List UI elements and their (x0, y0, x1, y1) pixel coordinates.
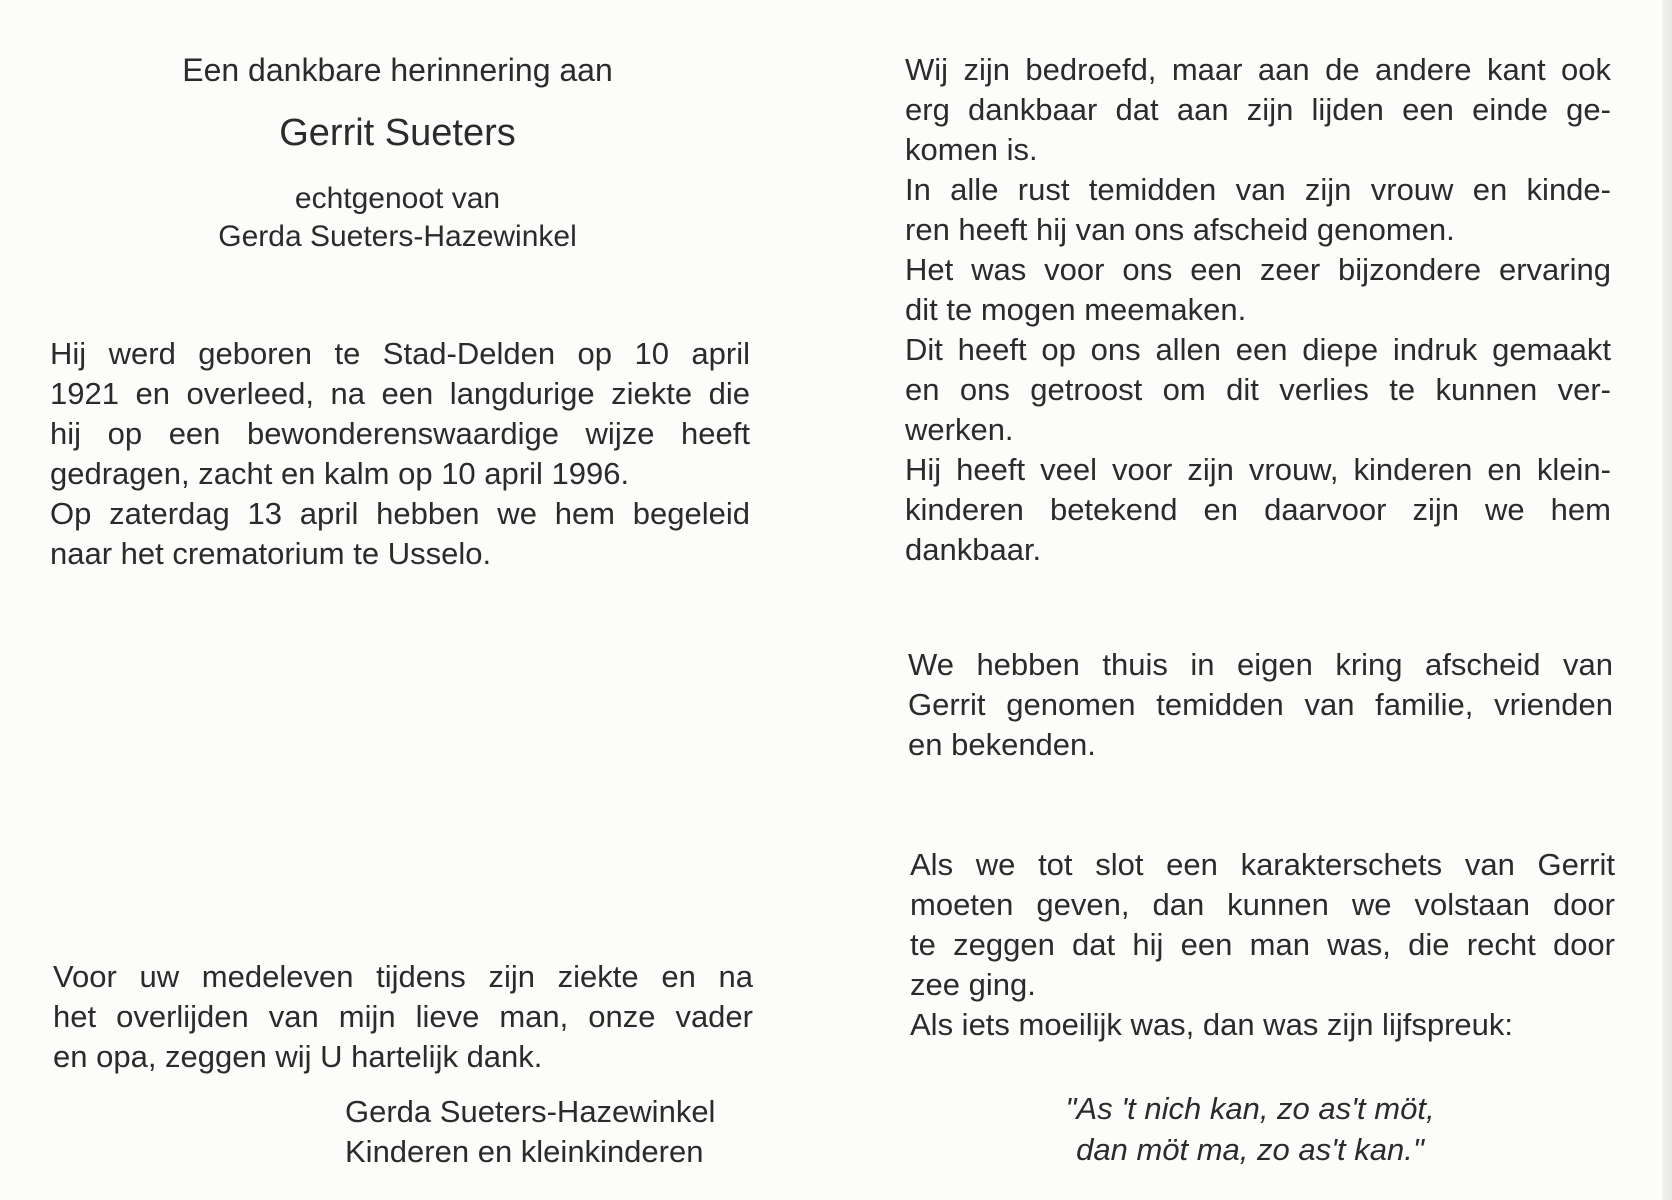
signer-family: Kinderen en kleinkinderen (345, 1134, 704, 1169)
text-line: kinderen betekend en daarvoor zijn we hem (905, 492, 1611, 527)
intro-heading: Een dankbare herinnering aan (182, 52, 613, 88)
gratitude-paragraph (905, 50, 1611, 570)
text-line: en opa, zeggen wij U hartelijk dank. (53, 1039, 543, 1074)
farewell-paragraph (908, 645, 1613, 765)
text-line: Het was voor ons een zeer bijzondere ervaring (905, 252, 1611, 287)
text-line: naar het crematorium te Usselo. (50, 536, 492, 571)
text-line: gedragen, zacht en kalm op 10 april 1996. (50, 456, 630, 491)
text-line: Voor uw medeleven tijdens zijn ziekte en na (53, 959, 753, 994)
thanks-paragraph (53, 957, 753, 1077)
text-line: Als iets moeilijk was, dan was zijn lijfspreuk: (910, 1007, 1513, 1042)
deceased-name: Gerrit Sueters (279, 112, 516, 154)
text-line: en ons getroost om dit verlies te kunnen ver- (905, 372, 1611, 407)
text-line: 1921 en overleed, na een langdurige ziekte die (50, 376, 750, 411)
text-line: ren heeft hij van ons afscheid genomen. (905, 212, 1455, 247)
text-line: het overlijden van mijn lieve man, onze vader (53, 999, 753, 1034)
text-line: werken. (905, 412, 1014, 447)
text-line: Gerrit genomen temidden van familie, vrienden (908, 687, 1613, 722)
motto-line: "As 't nich kan, zo as't möt, (1065, 1091, 1435, 1126)
spouse-label: echtgenoot van (294, 182, 501, 215)
text-line: We hebben thuis in eigen kring afscheid van (908, 647, 1613, 682)
motto-line: dan möt ma, zo as't kan." (1076, 1132, 1424, 1167)
character-paragraph (910, 845, 1615, 1045)
text-line: Dit heeft op ons allen een diepe indruk gemaakt (905, 332, 1611, 367)
text-line: dit te mogen meemaken. (905, 292, 1247, 327)
text-line: zee ging. (910, 967, 1036, 1002)
text-line: komen is. (905, 132, 1038, 167)
motto-quote (1000, 1088, 1500, 1170)
text-line: In alle rust temidden van zijn vrouw en kinde- (905, 172, 1611, 207)
text-line: Op zaterdag 13 april hebben we hem begeleid (50, 496, 750, 531)
text-line: erg dankbaar dat aan zijn lijden een einde ge- (905, 92, 1611, 127)
text-line: Wij zijn bedroefd, maar aan de andere kant ook (905, 52, 1611, 87)
text-line: Hij werd geboren te Stad-Delden op 10 april (50, 336, 750, 371)
spouse-name: Gerda Sueters-Hazewinkel (218, 220, 577, 253)
text-line: en bekenden. (908, 727, 1096, 762)
text-line: moeten geven, dan kunnen we volstaan door (910, 887, 1615, 922)
text-line: te zeggen dat hij een man was, die recht door (910, 927, 1615, 962)
text-line: Als we tot slot een karakterschets van Gerrit (910, 847, 1615, 882)
text-line: hij op een bewonderenswaardige wijze heeft (50, 416, 750, 451)
biography-paragraph (50, 334, 750, 574)
text-line: Hij heeft veel voor zijn vrouw, kinderen en klein- (905, 452, 1611, 487)
text-line: dankbaar. (905, 532, 1042, 567)
page-edge (1662, 0, 1672, 1200)
signature-block (345, 1092, 715, 1172)
signer-name: Gerda Sueters-Hazewinkel (345, 1094, 716, 1129)
